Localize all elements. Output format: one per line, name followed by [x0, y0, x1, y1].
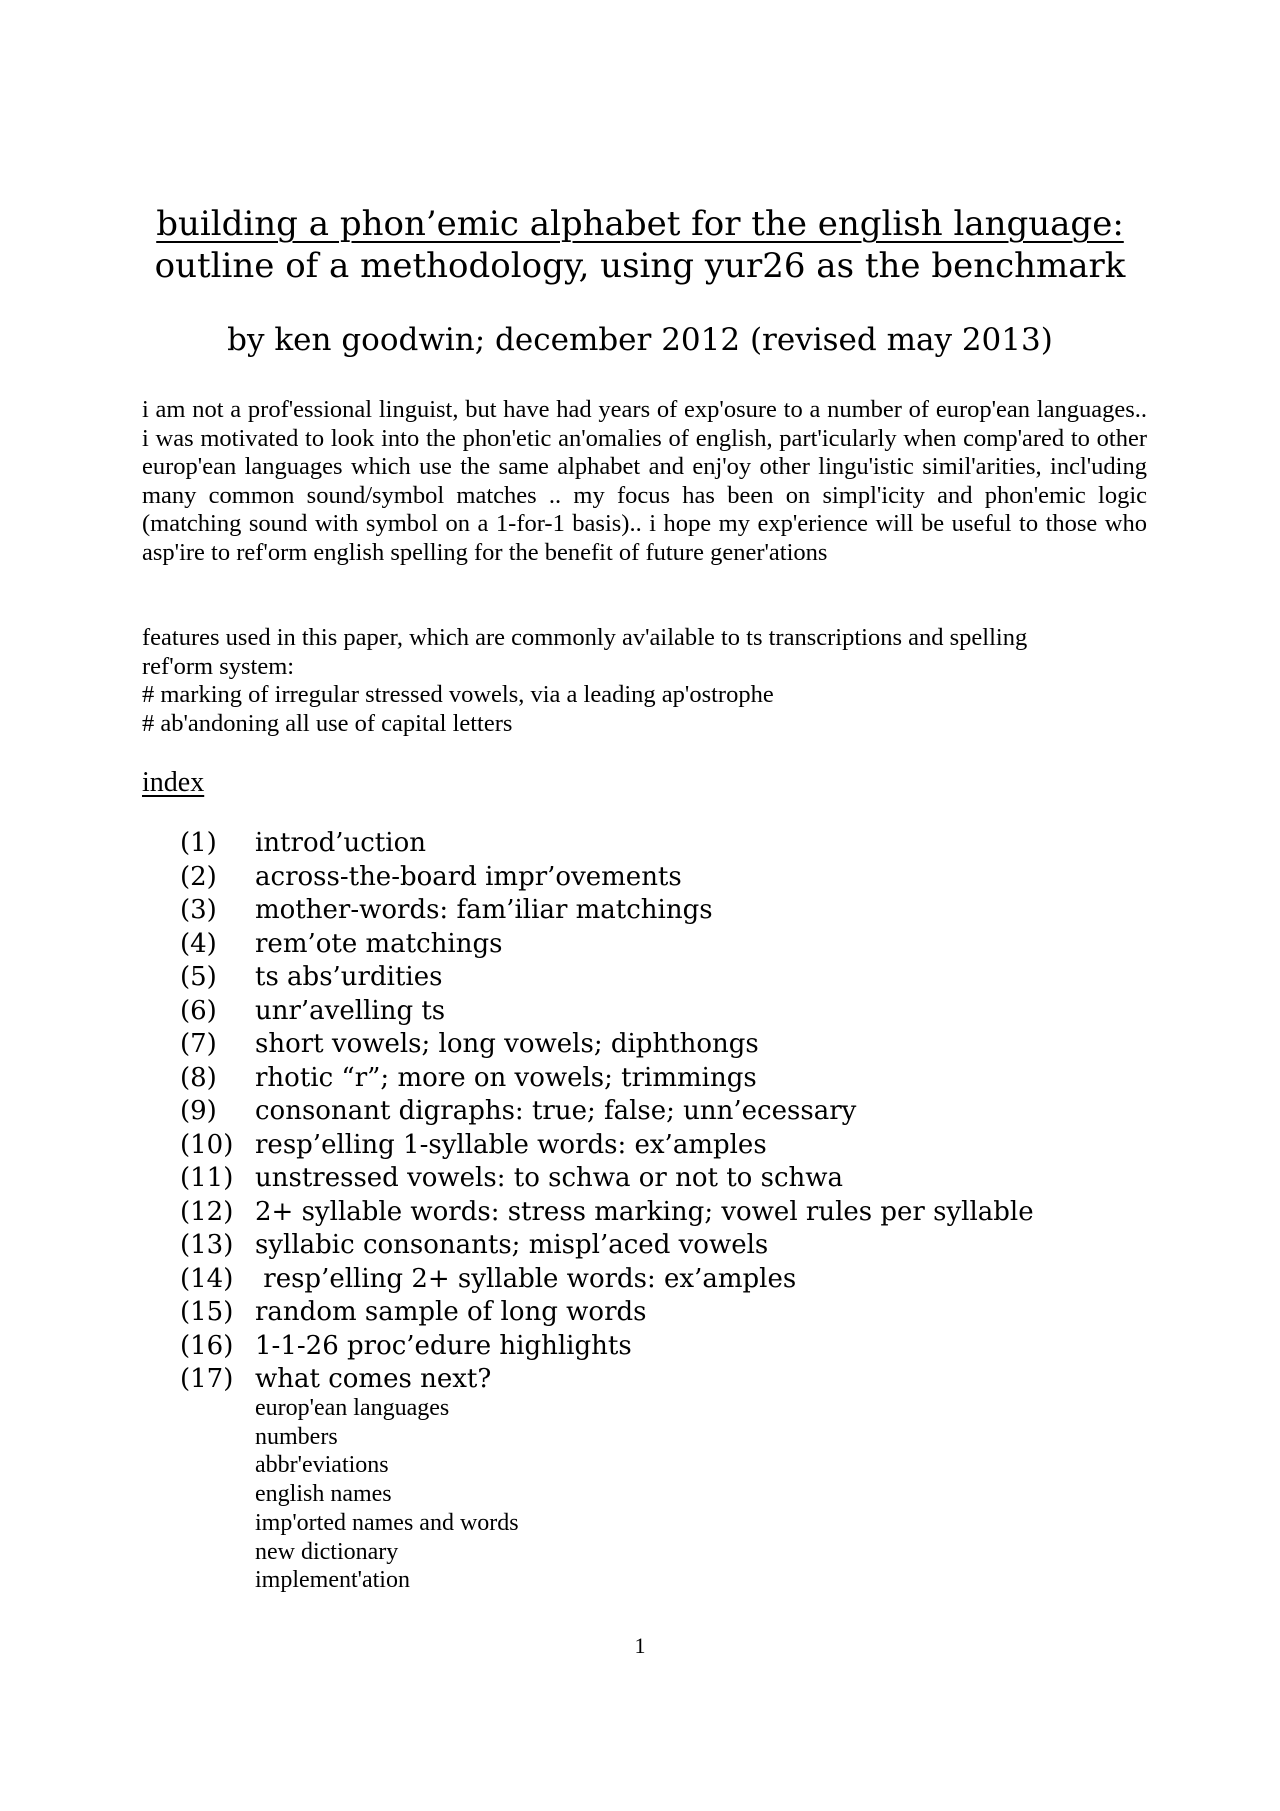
index-item-number: (10)	[180, 1129, 234, 1160]
index-subitem: new dictionary	[255, 1538, 399, 1565]
index-item-label: 1-1-26 proc’edure highlights	[255, 1330, 632, 1361]
title-line-2: outline of a methodology, using yur26 as the benchmark	[154, 246, 1126, 286]
index-item-number: (11)	[180, 1163, 234, 1193]
index-item-number: (16)	[180, 1330, 234, 1361]
features-intro-line-1: features used in this paper, which are commonly av'ailable to ts transcriptions and spelling	[142, 624, 1028, 651]
index-item-label: unstressed vowels: to schwa or not to schwa	[255, 1163, 844, 1193]
index-subitem: imp'orted names and words	[255, 1509, 519, 1536]
index-item	[180, 1263, 1180, 1297]
index-item-label: resp’elling 1-syllable words: ex’amples	[255, 1129, 767, 1160]
index-item-label: consonant digraphs: true; false; unn’ecessary	[255, 1096, 857, 1126]
intro-paragraph: i am not a prof'essional linguist, but have had years of exp'osure to a number of europ'ean languages.. i was motivated to look into the phon'etic an'omalies of english, part'icularly when comp'ared to other europ'ean languages which use the same alphabet and enj'oy other lingu'istic simil'arities, incl'uding many common sound/symbol matches .. my focus has been on simpl'icity and phon'emic logic (matching sound with symbol on a 1-for-1 basis).. i hope my exp'erience will be useful to those who asp'ire to ref'orm english spelling for the benefit of future gener'ations	[142, 396, 1147, 566]
index-item	[180, 1296, 1180, 1330]
index-item-number: (3)	[180, 895, 217, 925]
index-subitem: english names	[255, 1481, 392, 1508]
index-item	[180, 827, 1180, 861]
index-item-number: (13)	[180, 1230, 234, 1260]
index-heading: index	[142, 767, 205, 798]
index-item-label: resp’elling 2+ syllable words: ex’amples	[255, 1263, 797, 1294]
index-item-number: (5)	[180, 962, 217, 992]
index-subitem: europ'ean languages	[255, 1395, 450, 1421]
index-item-label: syllabic consonants; mispl’aced vowels	[255, 1230, 769, 1260]
index-subitem: numbers	[255, 1423, 338, 1450]
index-item-number: (2)	[180, 861, 217, 892]
index-subitem: abbr'eviations	[255, 1452, 389, 1479]
index-item-label: random sample of long words	[255, 1297, 647, 1327]
index-item	[180, 1095, 1180, 1129]
features-intro-line-2: ref'orm system:	[142, 652, 295, 680]
index-item-label: mother-words: fam’iliar matchings	[255, 895, 713, 925]
feature-item: # marking of irregular stressed vowels, via a leading ap'ostrophe	[142, 681, 774, 709]
index-item	[180, 861, 1180, 895]
index-item-number: (7)	[180, 1029, 217, 1059]
index-item	[180, 995, 1180, 1029]
index-item-label: introd’uction	[255, 828, 426, 858]
index-item	[180, 1196, 1180, 1230]
index-item	[180, 894, 1180, 928]
feature-item: # ab'andoning all use of capital letters	[142, 709, 513, 737]
index-item-number: (9)	[180, 1096, 217, 1126]
index-item-number: (6)	[180, 995, 217, 1026]
title-block	[0, 203, 1280, 287]
index-item-label: rhotic “r”; more on vowels; trimmings	[255, 1062, 757, 1093]
index-item-number: (8)	[180, 1062, 217, 1093]
index-item-label: short vowels; long vowels; diphthongs	[255, 1029, 759, 1059]
index-item-number: (17)	[180, 1364, 234, 1394]
index-item	[180, 1330, 1180, 1364]
index-item	[180, 1363, 1180, 1397]
page-number: 1	[634, 1633, 646, 1658]
index-item-label: unr’avelling ts	[255, 995, 446, 1026]
index-item	[180, 961, 1180, 995]
author-byline: by ken goodwin; december 2012 (revised may 2013)	[227, 322, 1053, 358]
index-item	[180, 1062, 1180, 1096]
index-item-number: (12)	[180, 1196, 234, 1227]
index-subitem: implement'ation	[255, 1567, 410, 1594]
index-item	[180, 1129, 1180, 1163]
index-item-number: (15)	[180, 1297, 234, 1327]
index-list	[180, 827, 1180, 1397]
index-item-number: (14)	[180, 1263, 234, 1294]
index-item-label: what comes next?	[255, 1364, 492, 1394]
index-item	[180, 1162, 1180, 1196]
index-item-number: (4)	[180, 928, 217, 959]
index-item-label: across-the-board impr’ovements	[255, 861, 682, 892]
index-item-label: ts abs’urdities	[255, 962, 443, 992]
features-section	[142, 624, 1152, 738]
index-item	[180, 1229, 1180, 1263]
index-item	[180, 1028, 1180, 1062]
title-line-1: building a phon’emic alphabet for the english language:	[156, 204, 1124, 244]
index-item-number: (1)	[180, 828, 217, 858]
index-item-label: 2+ syllable words: stress marking; vowel rules per syllable	[255, 1196, 1034, 1227]
index-item	[180, 928, 1180, 962]
index-subitem-list	[255, 1394, 519, 1595]
index-item-label: rem’ote matchings	[255, 928, 503, 959]
